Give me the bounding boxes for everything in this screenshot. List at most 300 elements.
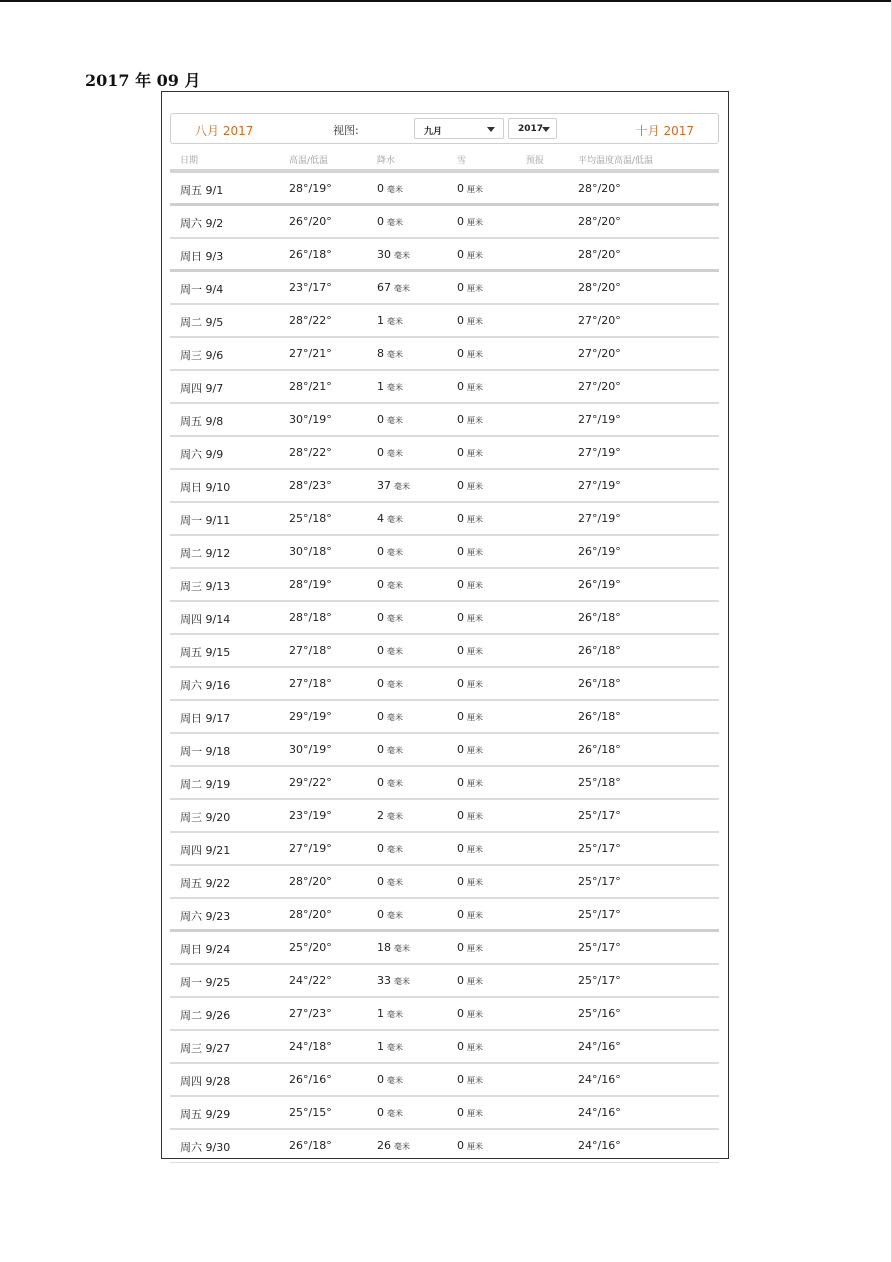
table-row — [170, 800, 719, 833]
date-cell-value: 周日 9/3 — [180, 250, 224, 263]
precipitation-cell-unit: 毫米 — [387, 647, 403, 656]
table-row — [170, 734, 719, 767]
snow-cell — [457, 347, 483, 360]
date-cell — [180, 1073, 230, 1089]
chevron-down-icon — [542, 127, 550, 132]
precipitation-cell-value: 0 — [377, 743, 384, 756]
date-cell — [180, 743, 230, 759]
year-select[interactable] — [508, 118, 557, 139]
precipitation-cell-value: 0 — [377, 182, 384, 195]
high-low-cell — [289, 941, 332, 954]
month-navigation-bar — [170, 113, 719, 144]
average-temp-cell-value: 27°/20° — [578, 314, 621, 327]
snow-cell — [457, 512, 483, 525]
high-low-cell — [289, 215, 332, 228]
snow-cell-unit: 厘米 — [467, 878, 483, 887]
precipitation-cell — [377, 1040, 403, 1053]
high-low-cell-value: 28°/19° — [289, 578, 332, 591]
average-temp-cell — [578, 281, 621, 294]
high-low-cell — [289, 611, 332, 624]
average-temp-cell — [578, 842, 621, 855]
precipitation-cell-value: 4 — [377, 512, 384, 525]
snow-cell-unit: 厘米 — [467, 350, 483, 359]
date-cell-value: 周一 9/11 — [180, 514, 231, 527]
snow-cell-unit: 厘米 — [467, 746, 483, 755]
precipitation-cell-value: 0 — [377, 908, 384, 921]
precipitation-cell-value: 0 — [377, 611, 384, 624]
average-temp-cell-value: 27°/19° — [578, 413, 621, 426]
precipitation-cell-unit: 毫米 — [394, 1142, 410, 1151]
table-row — [170, 371, 719, 404]
table-row — [170, 668, 719, 701]
snow-cell-value: 0 — [457, 314, 464, 327]
precipitation-cell-value: 8 — [377, 347, 384, 360]
average-temp-cell — [578, 743, 621, 756]
average-temp-cell-value: 25°/17° — [578, 941, 621, 954]
average-temp-cell-value: 25°/18° — [578, 776, 621, 789]
table-row — [170, 1064, 719, 1097]
snow-cell — [457, 1040, 483, 1053]
precipitation-cell-unit: 毫米 — [394, 251, 410, 260]
date-cell — [180, 215, 223, 231]
precipitation-cell-value: 0 — [377, 1073, 384, 1086]
date-cell — [180, 1106, 230, 1122]
snow-cell-value: 0 — [457, 578, 464, 591]
date-cell-value: 周六 9/9 — [180, 448, 224, 461]
date-cell-value: 周四 9/14 — [180, 613, 231, 626]
snow-cell-unit: 厘米 — [467, 416, 483, 425]
snow-cell-value: 0 — [457, 512, 464, 525]
snow-cell-unit: 厘米 — [467, 482, 483, 491]
average-temp-cell — [578, 248, 621, 261]
precipitation-cell — [377, 380, 403, 393]
precipitation-cell-value: 1 — [377, 1007, 384, 1020]
average-temp-cell-value: 27°/19° — [578, 446, 621, 459]
snow-cell-value: 0 — [457, 809, 464, 822]
precipitation-cell-unit: 毫米 — [387, 845, 403, 854]
snow-cell — [457, 446, 483, 459]
precipitation-cell-value: 0 — [377, 1106, 384, 1119]
snow-cell-value: 0 — [457, 479, 464, 492]
high-low-cell-value: 26°/18° — [289, 1139, 332, 1152]
snow-cell — [457, 908, 483, 921]
snow-cell — [457, 842, 483, 855]
snow-cell-unit: 厘米 — [467, 515, 483, 524]
snow-cell-value: 0 — [457, 743, 464, 756]
high-low-cell — [289, 578, 332, 591]
precipitation-cell — [377, 347, 403, 360]
precipitation-cell — [377, 1106, 403, 1119]
average-temp-cell-value: 27°/20° — [578, 347, 621, 360]
precipitation-cell-value: 1 — [377, 314, 384, 327]
snow-cell — [457, 545, 483, 558]
precipitation-cell-value: 0 — [377, 413, 384, 426]
precipitation-cell-value: 2 — [377, 809, 384, 822]
snow-cell — [457, 479, 483, 492]
precipitation-cell-value: 0 — [377, 215, 384, 228]
average-temp-cell — [578, 380, 621, 393]
average-temp-cell — [578, 314, 621, 327]
snow-cell — [457, 215, 483, 228]
average-temp-cell-value: 28°/20° — [578, 248, 621, 261]
high-low-cell-value: 28°/22° — [289, 446, 332, 459]
average-temp-cell — [578, 776, 621, 789]
date-cell-value: 周一 9/4 — [180, 283, 224, 296]
snow-cell-value: 0 — [457, 413, 464, 426]
date-cell-value: 周三 9/20 — [180, 811, 231, 824]
date-cell — [180, 347, 223, 363]
precipitation-cell — [377, 1007, 403, 1020]
next-month-link[interactable]: 十月 2017 — [635, 124, 694, 138]
snow-cell-value: 0 — [457, 1007, 464, 1020]
snow-cell-unit: 厘米 — [467, 317, 483, 326]
average-temp-cell — [578, 941, 621, 954]
average-temp-cell-value: 26°/18° — [578, 710, 621, 723]
table-row — [170, 866, 719, 899]
average-temp-cell — [578, 1040, 621, 1053]
average-temp-cell — [578, 182, 621, 195]
table-row — [170, 272, 719, 305]
average-temp-cell — [578, 974, 621, 987]
table-row — [170, 470, 719, 503]
table-row — [170, 239, 719, 272]
precipitation-cell-unit: 毫米 — [394, 977, 410, 986]
year-select-value: 2017 — [518, 124, 544, 134]
high-low-cell — [289, 710, 332, 723]
high-low-cell — [289, 1106, 332, 1119]
snow-cell-unit: 厘米 — [467, 581, 483, 590]
precipitation-cell — [377, 215, 403, 228]
precipitation-cell-unit: 毫米 — [394, 482, 410, 491]
date-cell-value: 周六 9/30 — [180, 1141, 231, 1154]
high-low-cell-value: 26°/20° — [289, 215, 332, 228]
date-cell — [180, 1040, 230, 1056]
high-low-cell — [289, 281, 332, 294]
precipitation-cell — [377, 644, 403, 657]
column-header-snow: 雪 — [457, 156, 467, 166]
view-label: 视图: — [333, 124, 359, 137]
high-low-cell — [289, 479, 332, 492]
date-cell-value: 周二 9/19 — [180, 778, 231, 791]
average-temp-cell — [578, 644, 621, 657]
high-low-cell-value: 29°/22° — [289, 776, 332, 789]
date-cell — [180, 677, 230, 693]
date-cell-value: 周六 9/23 — [180, 910, 231, 923]
high-low-cell — [289, 446, 332, 459]
snow-cell — [457, 281, 483, 294]
precipitation-cell — [377, 314, 403, 327]
average-temp-cell-value: 28°/20° — [578, 215, 621, 228]
average-temp-cell — [578, 1139, 621, 1152]
snow-cell-value: 0 — [457, 1073, 464, 1086]
average-temp-cell — [578, 578, 621, 591]
column-header-high-low: 高温/低温 — [289, 156, 329, 166]
average-temp-cell-value: 24°/16° — [578, 1139, 621, 1152]
precipitation-cell-value: 1 — [377, 380, 384, 393]
document-heading: 2017 年 09 月 — [85, 71, 201, 90]
date-cell — [180, 314, 223, 330]
snow-cell — [457, 644, 483, 657]
table-row — [170, 701, 719, 734]
high-low-cell — [289, 248, 332, 261]
snow-cell-unit: 厘米 — [467, 548, 483, 557]
precipitation-cell-unit: 毫米 — [387, 746, 403, 755]
table-row — [170, 536, 719, 569]
high-low-cell — [289, 413, 332, 426]
high-low-cell — [289, 908, 332, 921]
date-cell — [180, 182, 223, 198]
precipitation-cell-unit: 毫米 — [387, 911, 403, 920]
precipitation-cell — [377, 611, 403, 624]
snow-cell — [457, 380, 483, 393]
average-temp-cell-value: 24°/16° — [578, 1106, 621, 1119]
snow-cell-unit: 厘米 — [467, 1142, 483, 1151]
precipitation-cell-unit: 毫米 — [387, 680, 403, 689]
average-temp-cell-value: 28°/20° — [578, 182, 621, 195]
precipitation-cell-value: 0 — [377, 578, 384, 591]
average-temp-cell-value: 25°/17° — [578, 974, 621, 987]
high-low-cell-value: 27°/18° — [289, 677, 332, 690]
precipitation-cell-unit: 毫米 — [387, 317, 403, 326]
average-temp-cell-value: 26°/18° — [578, 677, 621, 690]
high-low-cell — [289, 380, 332, 393]
precipitation-cell-unit: 毫米 — [387, 1010, 403, 1019]
average-temp-cell-value: 26°/18° — [578, 611, 621, 624]
high-low-cell — [289, 842, 332, 855]
table-row — [170, 965, 719, 998]
high-low-cell-value: 28°/20° — [289, 908, 332, 921]
table-row — [170, 437, 719, 470]
precipitation-cell-value: 0 — [377, 644, 384, 657]
column-headers — [170, 150, 719, 170]
high-low-cell-value: 27°/19° — [289, 842, 332, 855]
precipitation-cell — [377, 776, 403, 789]
snow-cell-unit: 厘米 — [467, 977, 483, 986]
table-row — [170, 305, 719, 338]
prev-month-link[interactable]: 八月 2017 — [195, 124, 254, 138]
table-row — [170, 569, 719, 602]
snow-cell-value: 0 — [457, 875, 464, 888]
precipitation-cell — [377, 281, 410, 294]
date-cell-value: 周四 9/7 — [180, 382, 224, 395]
snow-cell — [457, 1139, 483, 1152]
high-low-cell — [289, 809, 332, 822]
snow-cell-value: 0 — [457, 182, 464, 195]
table-row — [170, 338, 719, 371]
average-temp-cell — [578, 215, 621, 228]
snow-cell-value: 0 — [457, 215, 464, 228]
snow-cell — [457, 743, 483, 756]
precipitation-cell — [377, 446, 403, 459]
snow-cell — [457, 1106, 483, 1119]
snow-cell-value: 0 — [457, 776, 464, 789]
snow-cell-value: 0 — [457, 611, 464, 624]
high-low-cell-value: 28°/19° — [289, 182, 332, 195]
table-row — [170, 503, 719, 536]
snow-cell-unit: 厘米 — [467, 1043, 483, 1052]
high-low-cell-value: 25°/20° — [289, 941, 332, 954]
snow-cell-unit: 厘米 — [467, 1010, 483, 1019]
high-low-cell — [289, 1007, 332, 1020]
precipitation-cell-value: 30 — [377, 248, 391, 261]
date-cell — [180, 809, 230, 825]
precipitation-cell — [377, 677, 403, 690]
average-temp-cell-value: 28°/20° — [578, 281, 621, 294]
weather-calendar-screenshot — [161, 91, 729, 1159]
snow-cell-unit: 厘米 — [467, 1076, 483, 1085]
average-temp-cell — [578, 1073, 621, 1086]
precipitation-cell-value: 0 — [377, 677, 384, 690]
high-low-cell — [289, 1139, 332, 1152]
date-cell — [180, 578, 230, 594]
average-temp-cell — [578, 479, 621, 492]
average-temp-cell — [578, 875, 621, 888]
date-cell-value: 周日 9/24 — [180, 943, 231, 956]
high-low-cell-value: 27°/21° — [289, 347, 332, 360]
table-row — [170, 767, 719, 800]
high-low-cell — [289, 182, 332, 195]
snow-cell-unit: 厘米 — [467, 218, 483, 227]
date-cell — [180, 644, 230, 660]
high-low-cell-value: 30°/19° — [289, 743, 332, 756]
date-cell-value: 周六 9/16 — [180, 679, 231, 692]
snow-cell-unit: 厘米 — [467, 185, 483, 194]
precipitation-cell-value: 0 — [377, 710, 384, 723]
date-cell — [180, 380, 223, 396]
snow-cell-unit: 厘米 — [467, 383, 483, 392]
snow-cell — [457, 875, 483, 888]
precipitation-cell-unit: 毫米 — [387, 812, 403, 821]
snow-cell-value: 0 — [457, 1106, 464, 1119]
snow-cell-unit: 厘米 — [467, 647, 483, 656]
high-low-cell-value: 28°/22° — [289, 314, 332, 327]
average-temp-cell-value: 24°/16° — [578, 1073, 621, 1086]
column-header-date: 日期 — [180, 156, 199, 166]
average-temp-cell — [578, 512, 621, 525]
snow-cell-value: 0 — [457, 677, 464, 690]
month-select-value: 九月 — [424, 127, 443, 137]
chevron-down-icon — [487, 127, 495, 132]
snow-cell-value: 0 — [457, 248, 464, 261]
average-temp-cell — [578, 710, 621, 723]
average-temp-cell — [578, 1007, 621, 1020]
snow-cell — [457, 1007, 483, 1020]
snow-cell — [457, 248, 483, 261]
average-temp-cell — [578, 1106, 621, 1119]
snow-cell-unit: 厘米 — [467, 1109, 483, 1118]
date-cell-value: 周五 9/15 — [180, 646, 231, 659]
precipitation-cell — [377, 809, 403, 822]
precipitation-cell-value: 0 — [377, 446, 384, 459]
precipitation-cell — [377, 1073, 403, 1086]
average-temp-cell-value: 25°/17° — [578, 908, 621, 921]
precipitation-cell-unit: 毫米 — [387, 1109, 403, 1118]
snow-cell-unit: 厘米 — [467, 680, 483, 689]
precipitation-cell-value: 18 — [377, 941, 391, 954]
table-row — [170, 1031, 719, 1064]
weather-table-body — [170, 173, 719, 1163]
date-cell — [180, 1007, 230, 1023]
snow-cell — [457, 1073, 483, 1086]
precipitation-cell-value: 67 — [377, 281, 391, 294]
precipitation-cell — [377, 1139, 410, 1152]
date-cell-value: 周日 9/10 — [180, 481, 231, 494]
date-cell — [180, 611, 230, 627]
snow-cell — [457, 809, 483, 822]
snow-cell-value: 0 — [457, 347, 464, 360]
date-cell — [180, 545, 230, 561]
table-row — [170, 635, 719, 668]
high-low-cell-value: 26°/16° — [289, 1073, 332, 1086]
snow-cell-unit: 厘米 — [467, 713, 483, 722]
average-temp-cell-value: 25°/17° — [578, 875, 621, 888]
precipitation-cell-unit: 毫米 — [387, 416, 403, 425]
snow-cell-unit: 厘米 — [467, 944, 483, 953]
column-header-precipitation: 降水 — [377, 156, 396, 166]
date-cell-value: 周三 9/13 — [180, 580, 231, 593]
date-cell — [180, 479, 230, 495]
snow-cell — [457, 413, 483, 426]
date-cell-value: 周日 9/17 — [180, 712, 231, 725]
snow-cell — [457, 941, 483, 954]
high-low-cell — [289, 776, 332, 789]
snow-cell-unit: 厘米 — [467, 812, 483, 821]
precipitation-cell-unit: 毫米 — [387, 713, 403, 722]
date-cell-value: 周五 9/8 — [180, 415, 224, 428]
date-cell — [180, 281, 223, 297]
date-cell-value: 周五 9/1 — [180, 184, 224, 197]
high-low-cell-value: 27°/23° — [289, 1007, 332, 1020]
snow-cell-unit: 厘米 — [467, 911, 483, 920]
snow-cell — [457, 182, 483, 195]
date-cell-value: 周五 9/22 — [180, 877, 231, 890]
snow-cell — [457, 677, 483, 690]
table-row — [170, 1130, 719, 1163]
average-temp-cell-value: 26°/18° — [578, 743, 621, 756]
precipitation-cell — [377, 875, 403, 888]
snow-cell-unit: 厘米 — [467, 845, 483, 854]
snow-cell — [457, 974, 483, 987]
high-low-cell-value: 30°/18° — [289, 545, 332, 558]
high-low-cell-value: 28°/20° — [289, 875, 332, 888]
precipitation-cell-value: 26 — [377, 1139, 391, 1152]
month-select[interactable] — [414, 118, 504, 139]
table-row — [170, 206, 719, 239]
high-low-cell — [289, 677, 332, 690]
column-header-average: 平均温度高温/低温 — [578, 156, 654, 166]
precipitation-cell — [377, 710, 403, 723]
high-low-cell-value: 25°/15° — [289, 1106, 332, 1119]
table-row — [170, 899, 719, 932]
precipitation-cell-value: 0 — [377, 545, 384, 558]
precipitation-cell-unit: 毫米 — [387, 1076, 403, 1085]
precipitation-cell — [377, 512, 403, 525]
high-low-cell — [289, 545, 332, 558]
table-row — [170, 173, 719, 206]
average-temp-cell — [578, 446, 621, 459]
average-temp-cell-value: 25°/16° — [578, 1007, 621, 1020]
snow-cell-value: 0 — [457, 380, 464, 393]
snow-cell-value: 0 — [457, 941, 464, 954]
snow-cell-value: 0 — [457, 644, 464, 657]
average-temp-cell-value: 24°/16° — [578, 1040, 621, 1053]
column-header-forecast: 预报 — [526, 156, 545, 166]
average-temp-cell-value: 26°/19° — [578, 578, 621, 591]
precipitation-cell-unit: 毫米 — [387, 449, 403, 458]
high-low-cell-value: 23°/17° — [289, 281, 332, 294]
average-temp-cell — [578, 809, 621, 822]
date-cell-value: 周二 9/12 — [180, 547, 231, 560]
